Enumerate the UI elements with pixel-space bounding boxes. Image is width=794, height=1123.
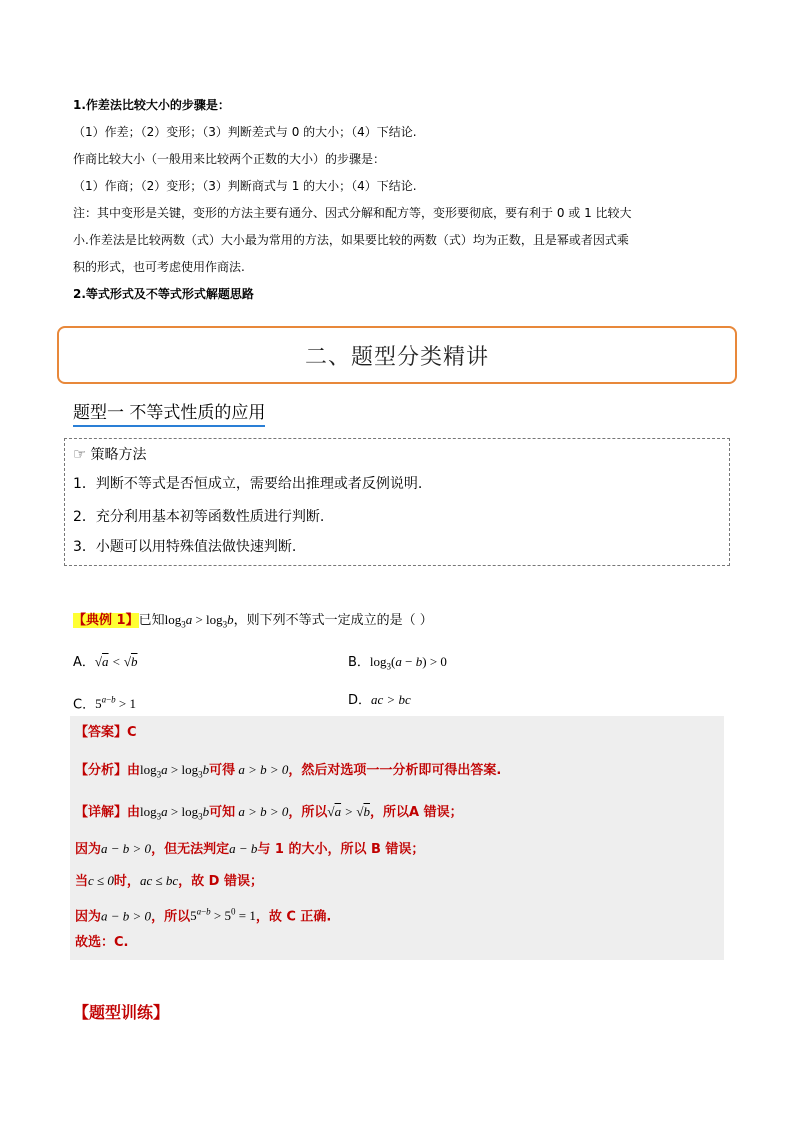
analysis-end: ，然后对选项一一分析即可得出答案.: [288, 763, 502, 778]
math-expr: $\log_3a > \log_3b$: [140, 762, 210, 780]
steps-subtraction: （1）作差；（2）变形；（3）判断差式与 0 的大小；（4）下结论.: [73, 125, 417, 139]
option-d-label: D．: [348, 693, 372, 708]
strategy-header: [73, 444, 146, 464]
pointing-hand-icon: ☞: [73, 445, 87, 463]
detail-line-c: [75, 903, 331, 926]
analysis-label: 【分析】由: [75, 763, 141, 778]
option-b: [348, 654, 447, 675]
example-label: 【典例 1】: [73, 613, 139, 628]
note-line-2: 小.作差法是比较两数（式）大小最为常用的方法，如果要比较的两数（式）均为正数，且是幂或者因式乘: [73, 233, 629, 247]
math-expr: a > b > 0: [235, 804, 289, 819]
example-condition: $\log_3a > \log_3b$: [164, 612, 234, 630]
math-expr: a − b: [229, 841, 258, 856]
question-type-title: 题型一 不等式性质的应用: [73, 402, 265, 427]
detail-mid2: ，所以: [288, 805, 328, 820]
heading-quotient-method: 作商比较大小（一般用来比较两个正数的大小）的步骤是：: [73, 152, 386, 166]
math-expr: $5^{a-b} > 5^0 = 1$: [190, 907, 256, 924]
strategy-item: 3．小题可以用特殊值法做快速判断.: [73, 539, 297, 555]
section-title: 二、题型分类精讲: [304, 344, 489, 370]
detail-line-d: [75, 872, 263, 891]
strategy-head-label: 策略方法: [90, 447, 147, 463]
text-segment: 因为: [75, 909, 102, 925]
option-d: [348, 692, 411, 709]
text-segment: 与 1 的大小，所以 B 错误；: [257, 842, 425, 857]
text-segment: ，故 D 错误；: [178, 874, 263, 889]
text-segment: 时，: [113, 874, 140, 889]
detail-label: 【详解】由: [75, 805, 141, 820]
text-segment: ，但无法判定: [151, 842, 230, 857]
math-expr: a > b > 0: [235, 762, 289, 777]
option-c: [73, 692, 136, 713]
math-expr: c ≤ 0: [88, 873, 114, 888]
detail-end: ，所以A 错误；: [369, 805, 463, 820]
example-stem-suffix: ，则下列不等式一定成立的是（ ）: [233, 613, 433, 628]
strategy-box: [64, 438, 730, 566]
option-c-expr: $5^{a-b} > 1$: [95, 695, 136, 712]
example-stem: [73, 612, 433, 633]
text-segment: ，故 C 正确.: [255, 909, 332, 925]
example-prefix: 已知: [138, 613, 165, 628]
option-a: [73, 654, 137, 671]
math-expr: a − b > 0: [101, 908, 152, 924]
detail-line-b: [75, 840, 424, 859]
text-segment: 当: [75, 874, 89, 889]
option-d-expr: ac > bc: [371, 692, 411, 707]
heading-subtraction-method: 1.作差法比较大小的步骤是：: [73, 98, 230, 112]
analysis-mid: 可得: [209, 763, 236, 778]
note-line-1: 注：其中变形是关键，变形的方法主要有通分、因式分解和配方等，变形要彻底，要有利于 0 或 1 比较大: [73, 206, 632, 220]
training-heading: 【题型训练】: [73, 1003, 170, 1022]
analysis-line: [75, 761, 501, 784]
math-expr: ac ≤ bc: [139, 873, 179, 888]
text-segment: ，所以: [151, 909, 191, 925]
strategy-item: 2．充分利用基本初等函数性质进行判断.: [73, 509, 325, 525]
option-a-label: A．: [73, 655, 95, 670]
math-expr: √a > √b: [327, 804, 370, 819]
option-b-label: B．: [348, 655, 370, 670]
option-a-expr: √a < √b: [94, 654, 138, 669]
detail-mid: 可知: [209, 805, 236, 820]
text-segment: 因为: [75, 842, 102, 857]
math-expr: $\log_3a > \log_3b$: [140, 804, 210, 822]
strategy-item: 1．判断不等式是否恒成立，需要给出推理或者反例说明.: [73, 476, 423, 492]
option-c-label: C．: [73, 697, 96, 713]
math-expr: a − b > 0: [101, 841, 152, 856]
detail-line: [75, 803, 463, 826]
answer-line: 【答案】C: [75, 725, 137, 740]
steps-quotient: （1）作商；（2）变形；（3）判断商式与 1 的大小；（4）下结论.: [73, 179, 417, 193]
final-choice: 故选：C.: [75, 935, 129, 950]
answer-block: [70, 716, 724, 960]
note-line-3: 积的形式，也可考虑使用作商法.: [73, 260, 245, 274]
heading-equation-forms: 2.等式形式及不等式形式解题思路: [73, 287, 254, 301]
section-banner: [57, 326, 737, 384]
option-b-expr: $\log_3(a - b) > 0$: [369, 654, 447, 672]
